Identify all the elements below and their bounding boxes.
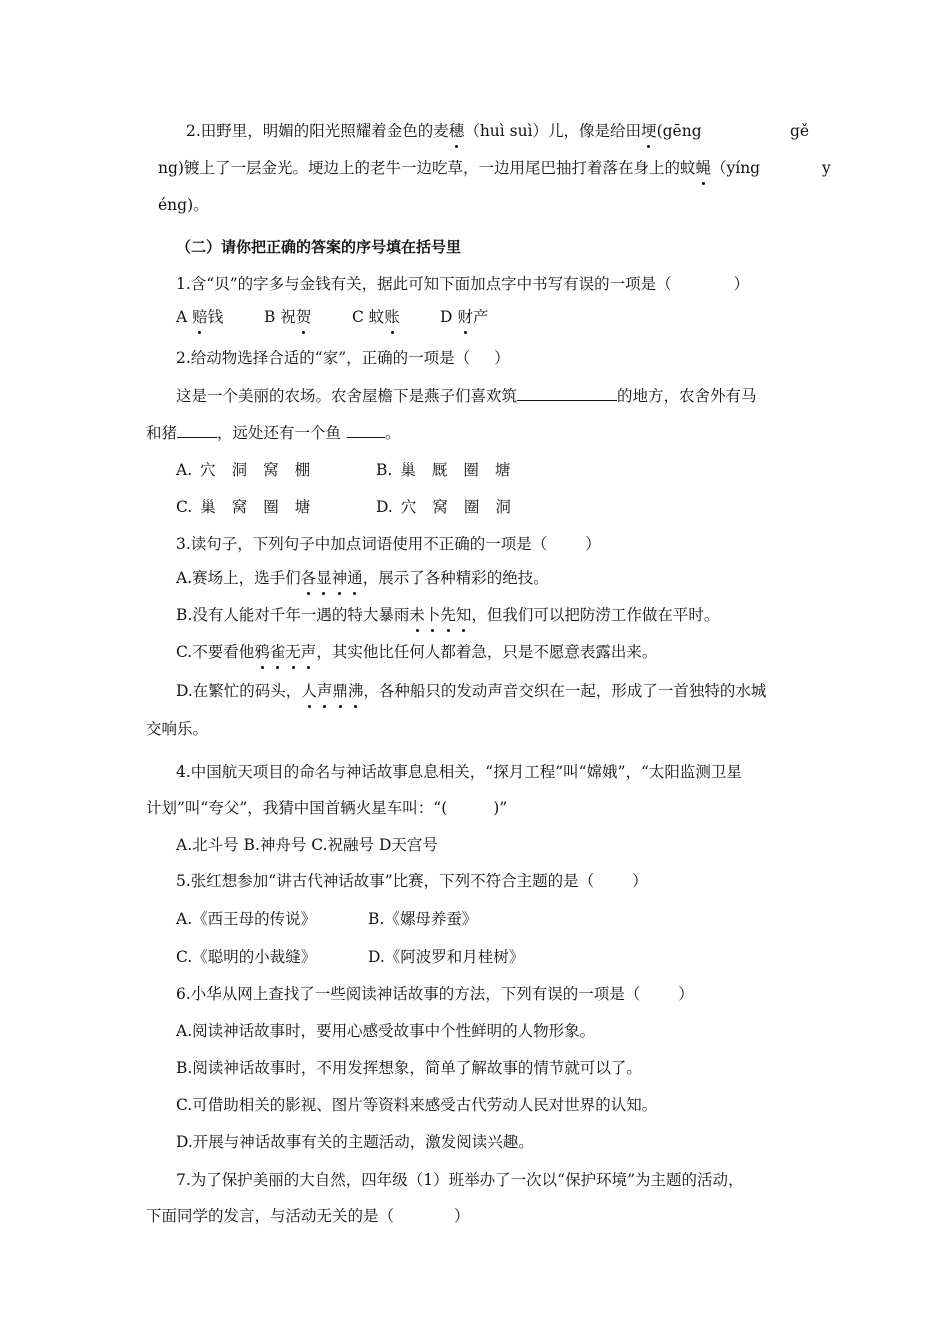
question-6 [176, 983, 694, 1005]
question-5-options-row-2 [176, 946, 524, 968]
pinyin-y [822, 157, 831, 179]
question-2-text-1 [176, 384, 757, 407]
option-a[interactable]: A. 穴 洞 窝 棚 [176, 461, 311, 479]
question-stem: 6.小华从网上查找了一些阅读神话故事的方法，下列有误的一项是（ [176, 985, 641, 1003]
text: 2.田野里，明媚的阳光照耀着金色的麦 [186, 122, 449, 140]
paren: ） [454, 1207, 470, 1225]
passage-line-3 [158, 194, 209, 216]
paren: ） [678, 985, 694, 1003]
text: ng)镀上了一层金光。埂边上的老牛一边吃草，一边用尾巴抽打着落在身上的蚊 [158, 159, 696, 177]
text: ，远处还有一个鱼 [217, 424, 342, 442]
option-a[interactable]: A.《西王母的传说》 [176, 910, 317, 928]
text: 计划”叫“夸父”，我猜中国首辆火星车叫：“( [146, 799, 448, 817]
text: 。 [385, 424, 401, 442]
pinyin: （yíng [710, 159, 761, 177]
question-1 [176, 273, 749, 295]
question-4-line-2 [146, 797, 507, 819]
passage-line-2 [158, 157, 760, 179]
option-b[interactable]: B.《嫘母养蚕》 [368, 910, 478, 928]
question-4-options[interactable]: A.北斗号 B.神舟号 C.祝融号 D天宫号 [176, 836, 438, 854]
text: 这是一个美丽的农场。农舍屋檐下是燕子们喜欢筑 [176, 387, 518, 405]
section-title: （二）请你把正确的答案的序号填在括号里 [176, 238, 462, 256]
paren: ） [494, 349, 510, 367]
question-stem: 2.给动物选择合适的“家”，正确的一项是（ [176, 349, 471, 367]
question-1-options [176, 306, 488, 328]
question-3-option-d[interactable]: D.在繁忙的码头，人声鼎沸，各种船只的发动声音交织在一起，形成了一首独特的水城 [176, 682, 767, 700]
question-6-option-b[interactable]: B.阅读神话故事时，不用发挥想象，简单了解故事的情节就可以了。 [176, 1059, 642, 1077]
paren: ） [632, 872, 648, 890]
question-stem: 3.读句子，下列句子中加点词语使用不正确的一项是（ [176, 535, 548, 553]
option-a[interactable]: A 赔钱 [176, 308, 224, 326]
option-d[interactable]: D 财产 [440, 308, 489, 326]
question-2 [176, 347, 510, 369]
option-c[interactable]: C. 巢 窝 圈 塘 [176, 498, 311, 516]
dotted-char: 埂 [641, 122, 657, 140]
passage-line-1 [186, 120, 702, 142]
question-4-line-1: 4.中国航天项目的命名与神话故事息息相关，“探月工程”叫“嫦娥”，“太阳监测卫星 [176, 763, 742, 781]
question-6-option-c[interactable]: C.可借助相关的影视、图片等资料来感受古代劳动人民对世界的认知。 [176, 1096, 658, 1114]
question-6-option-d[interactable]: D.开展与神话故事有关的主题活动，激发阅读兴趣。 [176, 1133, 534, 1151]
question-2-options-row-1 [176, 459, 510, 481]
option-d[interactable]: D. 穴 窝 圈 洞 [376, 498, 511, 516]
question-7-line-1: 7.为了保护美丽的大自然，四年级（1）班举办了一次以“保护环境”为主题的活动， [176, 1171, 744, 1189]
paren: )” [493, 799, 508, 817]
option-c[interactable]: C 蚊账 [352, 308, 400, 326]
question-2-options-row-2 [176, 496, 511, 518]
option-b[interactable]: B. 巢 厩 圈 塘 [376, 461, 511, 479]
text: （huì suì）儿，像是给田 [464, 122, 642, 140]
question-7-line-2 [146, 1205, 470, 1227]
question-6-option-a[interactable]: A.阅读神话故事时，要用心感受故事中个性鲜明的人物形象。 [176, 1022, 596, 1040]
dotted-char: 蝇 [695, 159, 711, 177]
pinyin: gě [790, 122, 810, 140]
question-3-option-b[interactable]: B.没有人能对千年一遇的特大暴雨未卜先知，但我们可以把防涝工作做在平时。 [176, 606, 720, 624]
pinyin: éng)。 [158, 196, 209, 214]
pinyin: y [822, 159, 831, 177]
option-c[interactable]: C.《聪明的小裁缝》 [176, 948, 317, 966]
question-3-option-d-cont: 交响乐。 [146, 720, 209, 738]
question-stem: 下面同学的发言，与活动无关的是（ [146, 1207, 395, 1225]
option-b[interactable]: B 祝贺 [264, 308, 312, 326]
paren: ） [733, 275, 750, 293]
pinyin-ge [790, 120, 809, 142]
text: 的地方，农舍外有马 [617, 387, 757, 405]
paren: ） [585, 535, 601, 553]
answer-blank[interactable] [517, 384, 617, 401]
question-5 [176, 870, 648, 892]
pinyin: (gēng [656, 122, 702, 140]
question-stem: 1.含“贝”的字多与金钱有关，据此可知下面加点字中书写有误的一项是（ [176, 275, 672, 293]
text: 和猪 [146, 424, 178, 442]
answer-blank[interactable] [177, 421, 217, 438]
dotted-char: 穗 [448, 122, 465, 140]
question-3 [176, 533, 601, 555]
question-2-text-2 [146, 421, 401, 444]
question-5-options-row-1 [176, 908, 477, 930]
question-stem: 5.张红想参加“讲古代神话故事”比赛，下列不符合主题的是（ [176, 872, 595, 890]
question-3-option-a[interactable]: A.赛场上，选手们各显神通，展示了各种精彩的绝技。 [176, 569, 549, 587]
answer-blank[interactable] [347, 421, 385, 438]
option-d[interactable]: D.《阿波罗和月桂树》 [368, 948, 525, 966]
question-3-option-c[interactable]: C.不要看他鸦雀无声，其实他比任何人都着急，只是不愿意表露出来。 [176, 643, 658, 661]
